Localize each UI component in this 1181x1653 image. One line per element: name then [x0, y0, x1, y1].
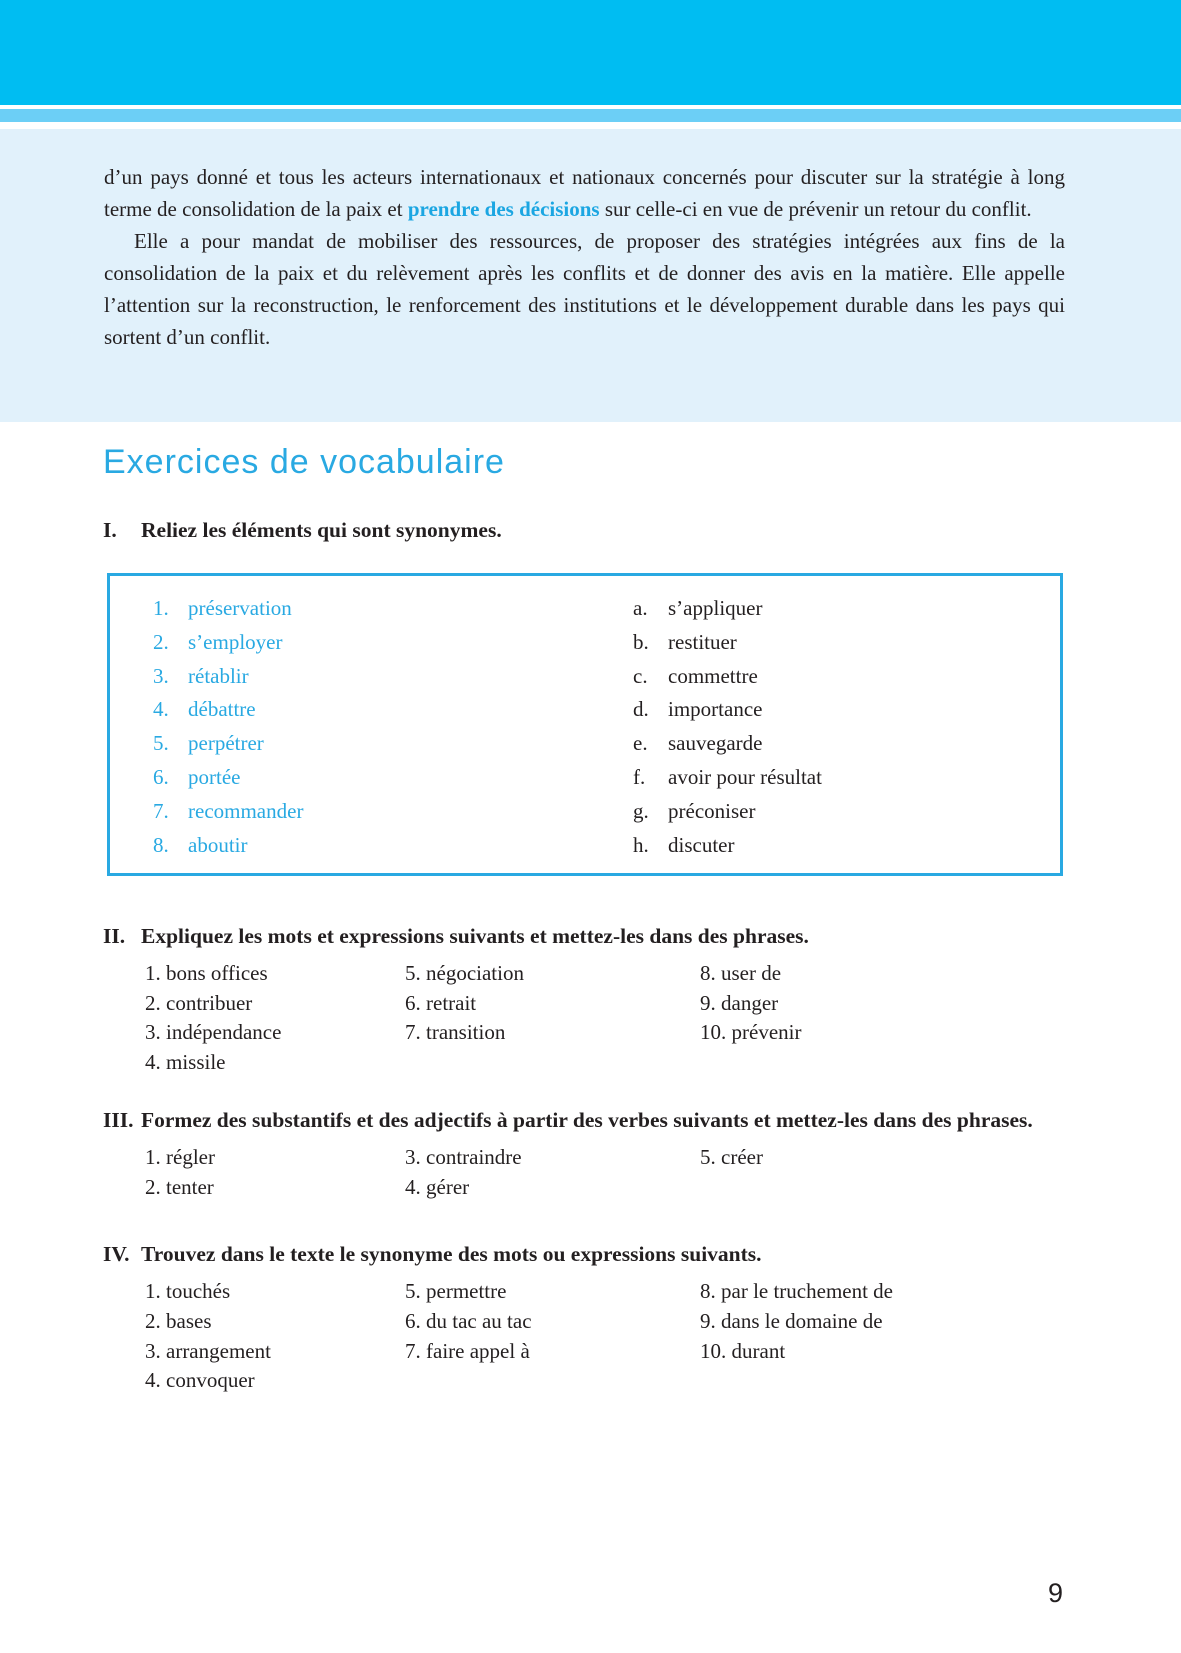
- top-cyan-band: [0, 0, 1181, 105]
- exercise-item: 10. prévenir: [700, 1020, 802, 1045]
- exercise-item: 1. touchés: [145, 1279, 231, 1304]
- exercise-3-items: [145, 1143, 1078, 1202]
- items-column-1: [145, 1277, 405, 1396]
- matching-item: [633, 829, 1060, 863]
- exercise-item: 4. convoquer: [145, 1368, 255, 1393]
- item-number: 7.: [153, 798, 169, 823]
- exercise-1-heading: [103, 516, 1078, 544]
- intro-p1-after: sur celle-ci en vue de prévenir un retour du conflit.: [599, 197, 1032, 221]
- items-column-1: [145, 1143, 405, 1202]
- exercise-item: 7. transition: [405, 1020, 506, 1045]
- item-text: préconiser: [668, 798, 756, 823]
- exercise-item: 2. bases: [145, 1308, 212, 1333]
- exercise-2-instruction: Expliquez les mots et expressions suivants et mettez-les dans des phrases.: [141, 924, 809, 948]
- item-letter: e.: [633, 731, 648, 756]
- matching-item: [633, 660, 1060, 694]
- items-column-3: [700, 1143, 1078, 1202]
- exercise-item: 4. gérer: [405, 1174, 470, 1199]
- item-letter: b.: [633, 629, 649, 654]
- matching-item: [153, 660, 633, 694]
- item-number: 8.: [153, 832, 169, 857]
- matching-left-column: [153, 592, 633, 873]
- matching-item: [633, 626, 1060, 660]
- item-letter: a.: [633, 596, 648, 620]
- exercise-3-heading: [103, 1106, 1078, 1134]
- matching-item: [633, 795, 1060, 829]
- items-column-1: [145, 959, 405, 1078]
- exercise-item: 3. indépendance: [145, 1020, 282, 1045]
- exercise-item: 2. contribuer: [145, 990, 253, 1015]
- item-text: sauvegarde: [668, 731, 763, 756]
- exercise-item: 1. bons offices: [145, 961, 268, 985]
- items-column-3: [700, 959, 1078, 1078]
- item-text: restituer: [668, 629, 737, 654]
- exercise-4-numeral: IV.: [103, 1242, 130, 1267]
- matching-item: [633, 761, 1060, 795]
- exercise-2-heading: [103, 922, 1078, 950]
- item-number: 4.: [153, 697, 169, 722]
- items-column-2: [405, 1143, 700, 1202]
- exercise-item: 4. missile: [145, 1050, 226, 1075]
- highlight-phrase: prendre des décisions: [407, 197, 600, 221]
- item-text: portée: [188, 764, 241, 789]
- intro-paragraph-1: [104, 161, 1065, 225]
- intro-paragraph-2: Elle a pour mandat de mobiliser des ressources, de proposer des stratégies intégrées aux fins de la consolidation de la paix et du relèvement après les conflits et de donner des avis en la matière. Elle appelle l’attention sur la reconstruction, le renforcement des institutions et le développement durable dans les pays qui sortent d’un conflit.: [104, 229, 1065, 349]
- item-letter: d.: [633, 697, 649, 722]
- item-text: discuter: [668, 832, 735, 857]
- exercise-item: 8. user de: [700, 961, 782, 985]
- intro-panel: [0, 129, 1181, 422]
- exercise-item: 8. par le truchement de: [700, 1279, 893, 1304]
- white-gap: [0, 122, 1181, 129]
- item-letter: h.: [633, 832, 649, 857]
- item-text: aboutir: [188, 832, 248, 857]
- exercise-4-heading: [103, 1240, 1078, 1268]
- item-text: s’employer: [188, 629, 283, 654]
- exercise-item: 7. faire appel à: [405, 1338, 530, 1363]
- exercise-item: 5. négociation: [405, 961, 524, 985]
- item-text: perpétrer: [188, 731, 264, 756]
- item-text: rétablir: [188, 663, 249, 688]
- matching-right-column: [633, 592, 1060, 873]
- item-number: 3.: [153, 663, 169, 688]
- light-blue-stripe: [0, 109, 1181, 122]
- exercise-item: 9. dans le domaine de: [700, 1308, 883, 1333]
- item-text: débattre: [188, 697, 256, 722]
- items-column-2: [405, 1277, 700, 1396]
- exercise-item: 5. permettre: [405, 1279, 507, 1304]
- page-number: 9: [1048, 1578, 1064, 1608]
- items-column-3: [700, 1277, 1078, 1396]
- item-text: importance: [668, 697, 763, 722]
- exercise-1-numeral: I.: [103, 518, 117, 542]
- exercise-4-instruction: Trouvez dans le texte le synonyme des mots ou expressions suivants.: [141, 1242, 762, 1267]
- item-letter: g.: [633, 798, 649, 823]
- item-number: 2.: [153, 629, 169, 654]
- exercise-item: 6. du tac au tac: [405, 1308, 532, 1333]
- item-letter: f.: [633, 764, 646, 789]
- matching-item: [153, 829, 633, 863]
- matching-item: [153, 795, 633, 829]
- item-number: 5.: [153, 731, 169, 756]
- exercise-item: 2. tenter: [145, 1174, 214, 1199]
- exercise-item: 10. durant: [700, 1338, 786, 1363]
- matching-item: [153, 592, 633, 626]
- matching-item: [633, 727, 1060, 761]
- matching-item: [153, 693, 633, 727]
- item-letter: c.: [633, 663, 648, 688]
- item-number: 1.: [153, 596, 169, 620]
- matching-item: [153, 727, 633, 761]
- matching-item: [633, 693, 1060, 727]
- exercise-item: 6. retrait: [405, 990, 477, 1015]
- matching-item: [153, 761, 633, 795]
- exercise-item: 3. contraindre: [405, 1144, 522, 1169]
- exercise-item: 9. danger: [700, 990, 779, 1015]
- matching-item: [633, 592, 1060, 626]
- exercise-2-items: [145, 959, 1078, 1078]
- item-text: recommander: [188, 798, 304, 823]
- exercise-3-instruction: Formez des substantifs et des adjectifs à partir des verbes suivants et mettez-les dans des phrases.: [141, 1107, 1033, 1132]
- item-text: s’appliquer: [668, 596, 763, 620]
- item-text: préservation: [188, 596, 292, 620]
- item-text: commettre: [668, 663, 758, 688]
- exercise-1-instruction: Reliez les éléments qui sont synonymes.: [141, 518, 502, 542]
- exercise-2-numeral: II.: [103, 924, 126, 948]
- exercise-item: 3. arrangement: [145, 1338, 271, 1363]
- item-text: avoir pour résultat: [668, 764, 822, 789]
- matching-box: [107, 573, 1063, 876]
- exercise-4-items: [145, 1277, 1078, 1396]
- items-column-2: [405, 959, 700, 1078]
- exercise-item: 1. régler: [145, 1144, 215, 1169]
- exercise-item: 5. créer: [700, 1144, 763, 1169]
- matching-item: [153, 626, 633, 660]
- section-title: Exercices de vocabulaire: [103, 443, 505, 481]
- exercise-3-numeral: III.: [103, 1107, 134, 1132]
- item-number: 6.: [153, 764, 169, 789]
- intro-p1-before: d’un pays donné et tous les acteurs internationaux et nationaux concernés pour discuter sur la stratégie à long terme de consolidation de la paix et: [104, 165, 1065, 221]
